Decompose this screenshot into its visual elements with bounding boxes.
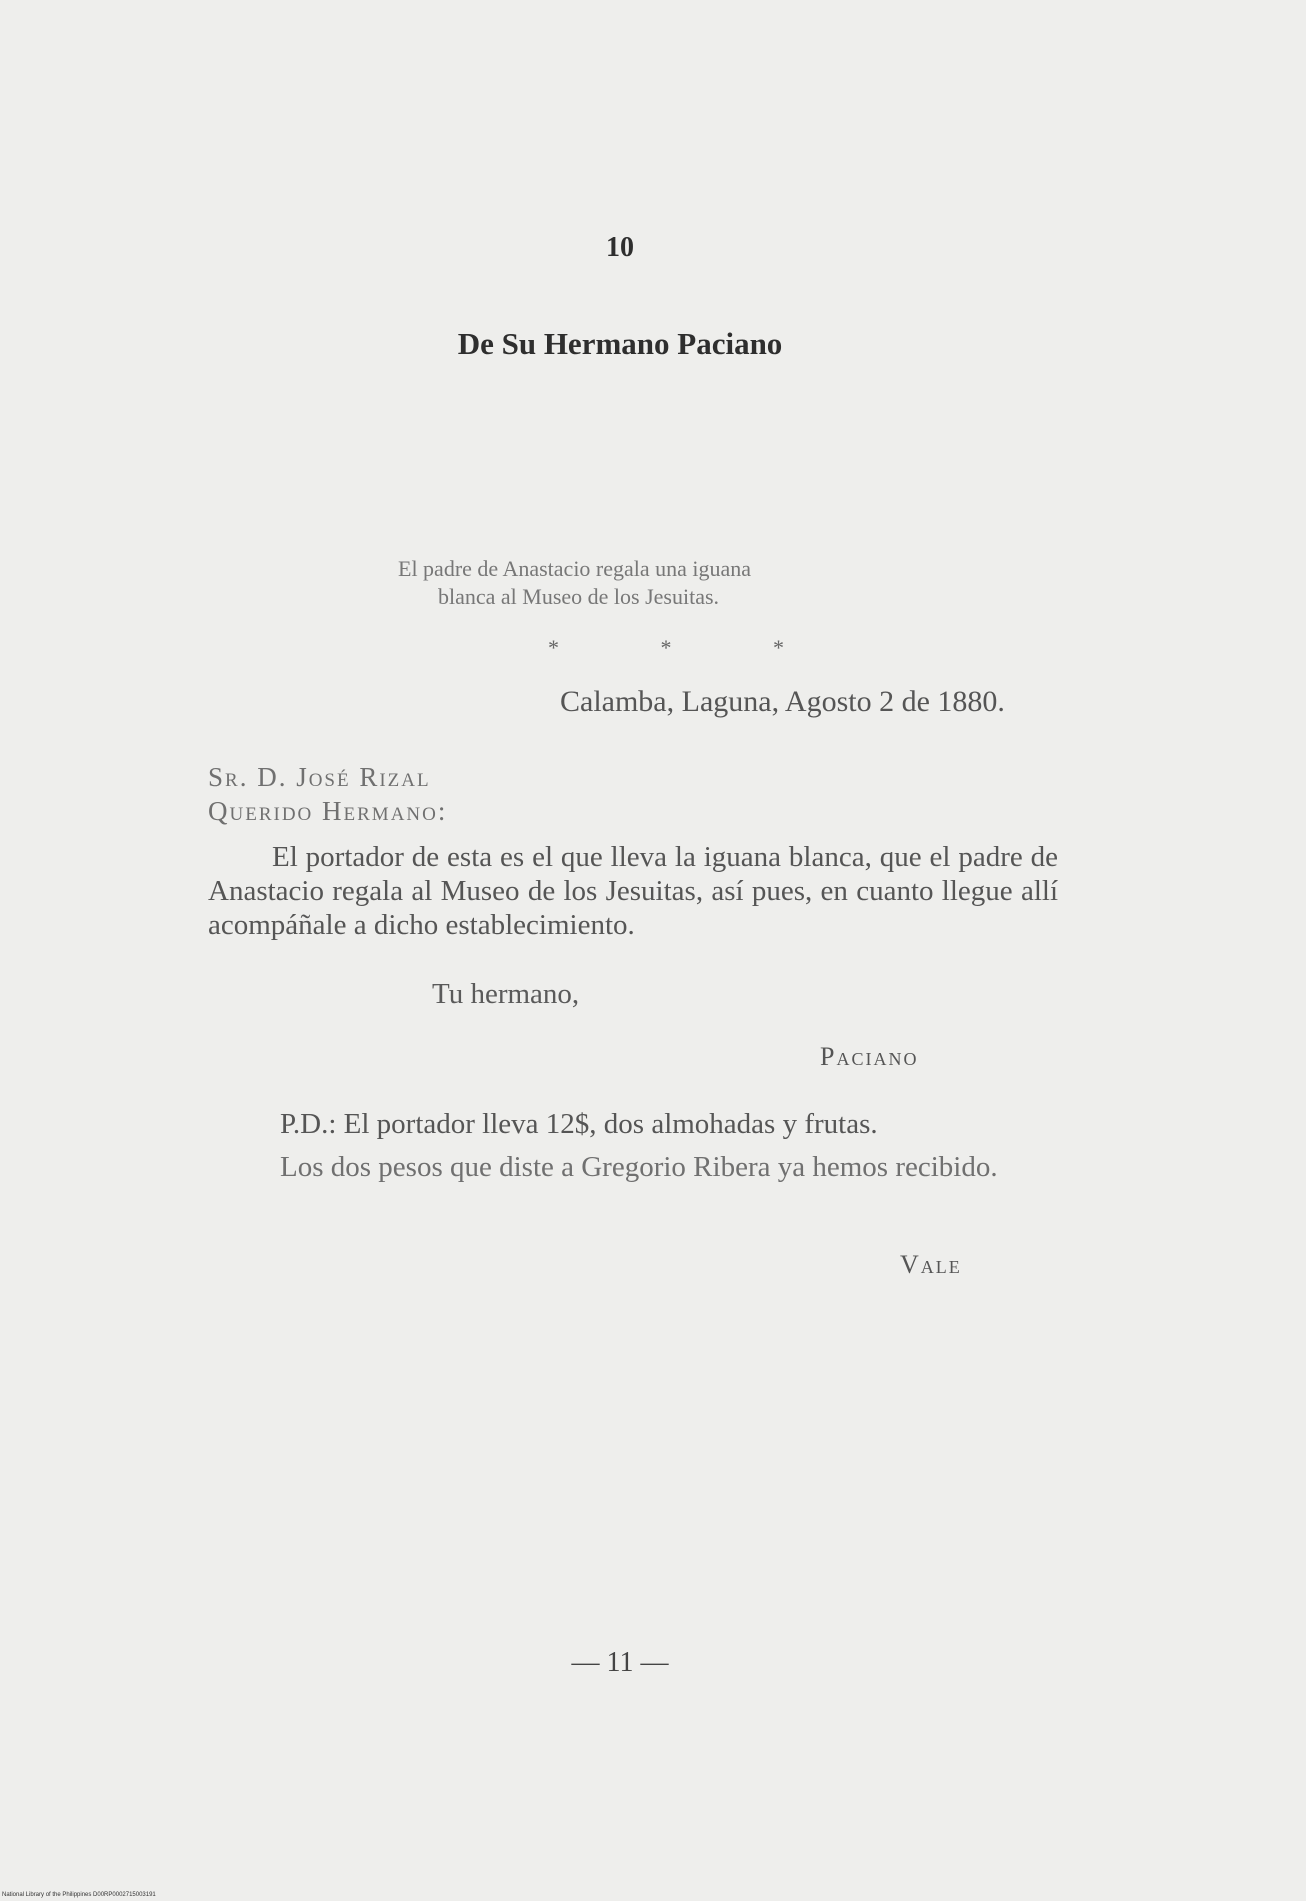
addressee: Sr. D. José Rizal: [208, 762, 431, 792]
summary-line-2: blanca al Museo de los Jesuitas.: [438, 584, 720, 609]
chapter-title: De Su Hermano Paciano: [457, 326, 783, 361]
vale-signoff: Vale: [900, 1250, 962, 1279]
place-date: Calamba, Laguna, Agosto 2 de 1880.: [560, 685, 1005, 718]
chapter-number: 10: [606, 232, 634, 263]
letter-signature: Paciano: [820, 1042, 919, 1071]
letter-closing: Tu hermano,: [432, 978, 580, 1010]
page-number: — 11 —: [571, 1647, 669, 1678]
postscript-note: Los dos pesos que diste a Gregorio Ribera ya hemos recibido.: [280, 1151, 998, 1183]
salutation: [208, 760, 447, 828]
letter-summary: [398, 555, 898, 611]
summary-line-1: El padre de Anastacio regala una iguana: [398, 556, 752, 581]
greeting: Querido Hermano:: [208, 796, 448, 826]
letter-body: El portador de esta es el que lleva la iguana blanca, que el padre de Anastacio regala al Museo de los Jesuitas, así pues, en cuanto llegue allí acompáñale a dicho establecimiento.: [208, 841, 1058, 941]
postscript: P.D.: El portador lleva 12$, dos almohadas y frutas.: [280, 1108, 878, 1140]
section-separator: * * *: [548, 635, 832, 660]
footer-credit: National Library of the Philippines D00RP0002715003191: [2, 1892, 156, 1898]
